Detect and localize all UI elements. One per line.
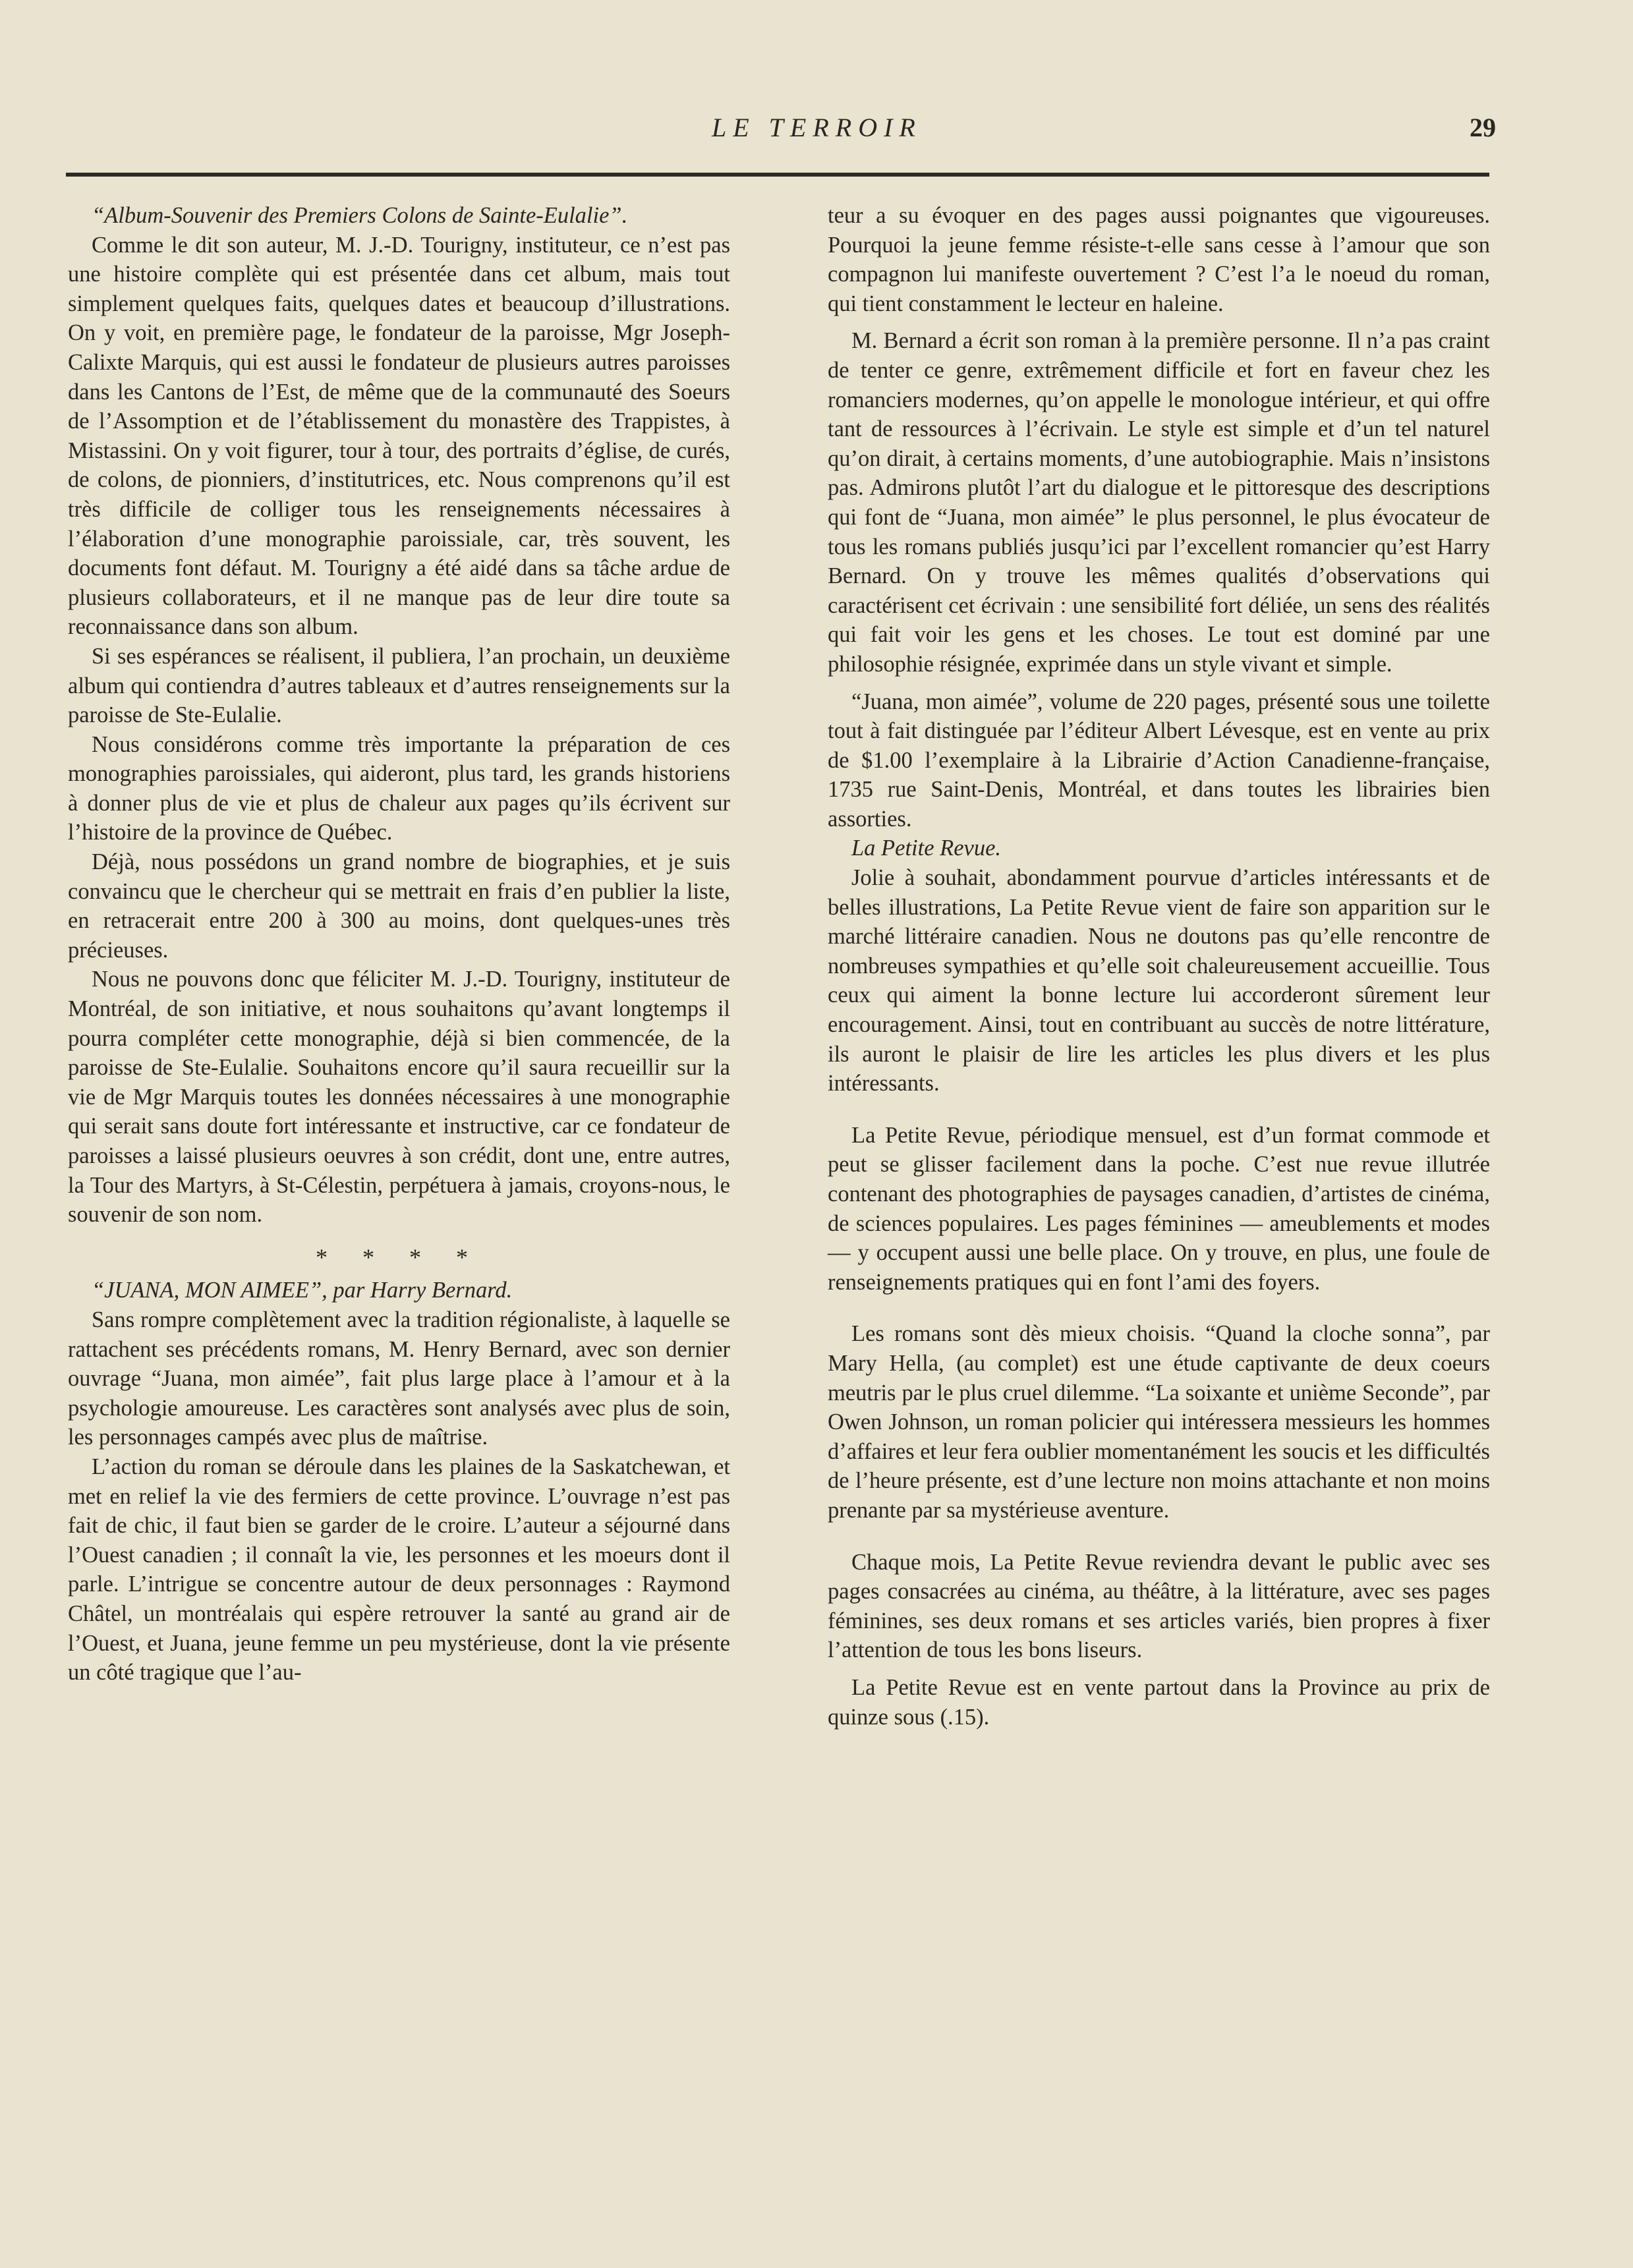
page-number: 29 <box>1470 113 1496 142</box>
paragraph: La Petite Revue, périodique mensuel, est d’un format commode et peut se glisser facilement dans la poche. C’est nue revue illutrée contenant des photographies de paysages canadien, d’artistes de cinéma, de sciences populaires. Les pages féminines — ameublements et modes — y occupent aussi une belle place. On y trouve, en plus, une foule de renseignements pratiques qui en font l’ami des foyers. <box>828 1122 1490 1295</box>
section-heading: La Petite Revue. <box>851 836 1002 861</box>
paragraph: La Petite Revue est en vente partout dans la Province au prix de quinze sous (.15). <box>828 1674 1490 1730</box>
paragraph: M. Bernard a écrit son roman à la première personne. Il n’a pas craint de tenter ce genre, extrêmement difficile et fort en faveur chez les romanciers modernes, qu’on appelle le monologue intérieur, et qui offre tant de ressources à l’écrivain. Le style est simple et d’un tel naturel qu’on dirait, à certains moments, d’une autobiographie. Mais n’insistons pas. Admirons plutôt l’art du dialogue et le pittoresque des descriptions qui font de “Juana, mon aimée” le plus personnel, le plus évocateur de tous les romans publiés jusqu’ici par l’excellent romancier qu’est Harry Bernard. On y trouve les mêmes qualités d’observations qui caractérisent cet écrivain : une sensibilité fort déliée, un sens des réalités qui fait voir les gens et les choses. Le tout est dominé par une philosophie résignée, exprimée dans un style vivant et simple. <box>828 328 1490 677</box>
right-column <box>828 201 1490 1732</box>
running-title: LE TERROIR <box>712 113 922 142</box>
paragraph: Nous considérons comme très importante la préparation de ces monographies paroissiales, qui aideront, plus tard, les grands historiens à donner plus de vie et plus de chaleur aux pages qu’ils écrivent sur l’histoire de la province de Québec. <box>68 731 730 845</box>
paragraph: Chaque mois, La Petite Revue reviendra devant le public avec ses pages consacrées au cinéma, au théâtre, à la littérature, avec ses pages féminines, ses deux romans et ses articles variés, bien propres à fixer l’attention de tous les bons liseurs. <box>828 1549 1490 1663</box>
page-header <box>66 112 1496 152</box>
paragraph: Jolie à souhait, abondamment pourvue d’articles intéressants et de belles illustrations, La Petite Revue vient de faire son apparition sur le marché littéraire canadien. Nous ne doutons pas qu’elle rencontre de nombreuses sympathies et qu’elle soit chaleureusement accueillie. Tous ceux qui aiment la bonne lecture lui accorderont sûrement leur encouragement. Ainsi, tout en contribuant au succès de notre littérature, ils auront le plaisir de lire les articles les plus divers et les plus intéressants. <box>828 865 1490 1096</box>
album-title: “Album-Souvenir des Premiers Colons de Sainte-Eulalie”. <box>92 203 628 228</box>
paragraph: Sans rompre complètement avec la tradition régionaliste, à laquelle se rattachent ses précédents romans, M. Henry Bernard, avec son dernier ouvrage “Juana, mon aimée”, fait plus large place à l’amour et à la psychologie amoureuse. Les caractères sont analysés avec plus de soin, les personnages campés avec plus de maîtrise. <box>68 1307 730 1450</box>
paragraph: Si ses espérances se réalisent, il publiera, l’an prochain, un deuxième album qui contiendra d’autres tableaux et d’autres renseignements sur la paroisse de Ste-Eulalie. <box>68 643 730 728</box>
left-column <box>68 201 730 1687</box>
paragraph: Comme le dit son auteur, M. J.-D. Tourigny, instituteur, ce n’est pas une histoire complète qui est présentée dans cet album, mais tout simplement quelques faits, quelques dates et beaucoup d’illustrations. On y voit, en première page, le fondateur de la paroisse, Mgr Joseph-Calixte Marquis, qui est aussi le fondateur de plusieurs autres paroisses dans les Cantons de l’Est, de même que de la communauté des Soeurs de l’Assomption et de l’établissement du monastère des Trappistes, à Mistassini. On y voit figurer, tour à tour, des portraits d’église, de curés, de colons, de pionniers, d’institutrices, etc. Nous comprenons qu’il est très difficile de colliger tous les renseignements nécessaires à l’élaboration d’une monographie paroissiale, car, très souvent, les documents font défaut. M. Tourigny a été aidé dans sa tâche ardue de plusieurs collaborateurs, et il ne manque pas de leur dire toute sa reconnaissance dans son album. <box>68 232 730 640</box>
header-rule <box>66 173 1489 177</box>
paragraph: “Juana, mon aimée”, volume de 220 pages, présenté sous une toilette tout à fait distinguée par l’éditeur Albert Lévesque, est en vente au prix de $1.00 l’exemplaire à la Librairie d’Action Canadienne-française, 1735 rue Saint-Denis, Montréal, et dans toutes les librairies bien assorties. <box>828 689 1490 832</box>
paragraph: Déjà, nous possédons un grand nombre de biographies, et je suis convaincu que le chercheur qui se mettrait en frais d’en publier la liste, en retracerait entre 200 à 300 au moins, dont quelques-unes très précieuses. <box>68 849 730 963</box>
book-review-title: “JUANA, MON AIMEE”, par Harry Bernard. <box>92 1278 513 1303</box>
paragraph: teur a su évoquer en des pages aussi poignantes que vigoureuses. Pourquoi la jeune femme résiste-t-elle sans cesse à l’amour que son compagnon lui manifeste ouvertement ? C’est l’a le noeud du roman, qui tient constamment le lecteur en haleine. <box>828 203 1490 316</box>
paragraph: Les romans sont dès mieux choisis. “Quand la cloche sonna”, par Mary Hella, (au complet) est une étude captivante de deux coeurs meutris par le plus cruel dilemme. “La soixante et unième Seconde”, par Owen Johnson, un roman policier qui intéressera messieurs les hommes d’affaires et leur fera oublier momentanément les soucis et les difficultés de l’heure présente, est d’une lecture non moins attachante et non moins prenante par sa mystérieuse aventure. <box>828 1321 1490 1523</box>
section-separator: * * * * <box>316 1243 482 1270</box>
paragraph: Nous ne pouvons donc que féliciter M. J.-D. Tourigny, instituteur de Montréal, de son initiative, et nous souhaitons qu’avant longtemps il pourra compléter cette monographie, déjà si bien commencée, de la paroisse de Ste-Eulalie. Souhaitons encore qu’il saura recueillir sur la vie de Mgr Marquis toutes les données nécessaires à une monographie qui serait sans doute fort intéressante et instructive, car ce fondateur de paroisses a laissé plusieurs oeuvres à son crédit, dont une, entre autres, la Tour des Martyrs, à St-Célestin, perpétuera à jamais, croyons-nous, le souvenir de son nom. <box>68 967 730 1228</box>
paragraph: L’action du roman se déroule dans les plaines de la Saskatchewan, et met en relief la vie des fermiers de cette province. L’ouvrage n’est pas fait de chic, il faut bien se garder de le croire. L’auteur a séjourné dans l’Ouest canadien ; il connaît la vie, les personnes et les moeurs dont il parle. L’intrigue se concentre autour de deux personnages : Raymond Châtel, un montréalais qui espère retrouver la santé au grand air de l’Ouest, et Juana, jeune femme un peu mystérieuse, dont la vie présente un côté tragique que l’au- <box>68 1454 730 1686</box>
